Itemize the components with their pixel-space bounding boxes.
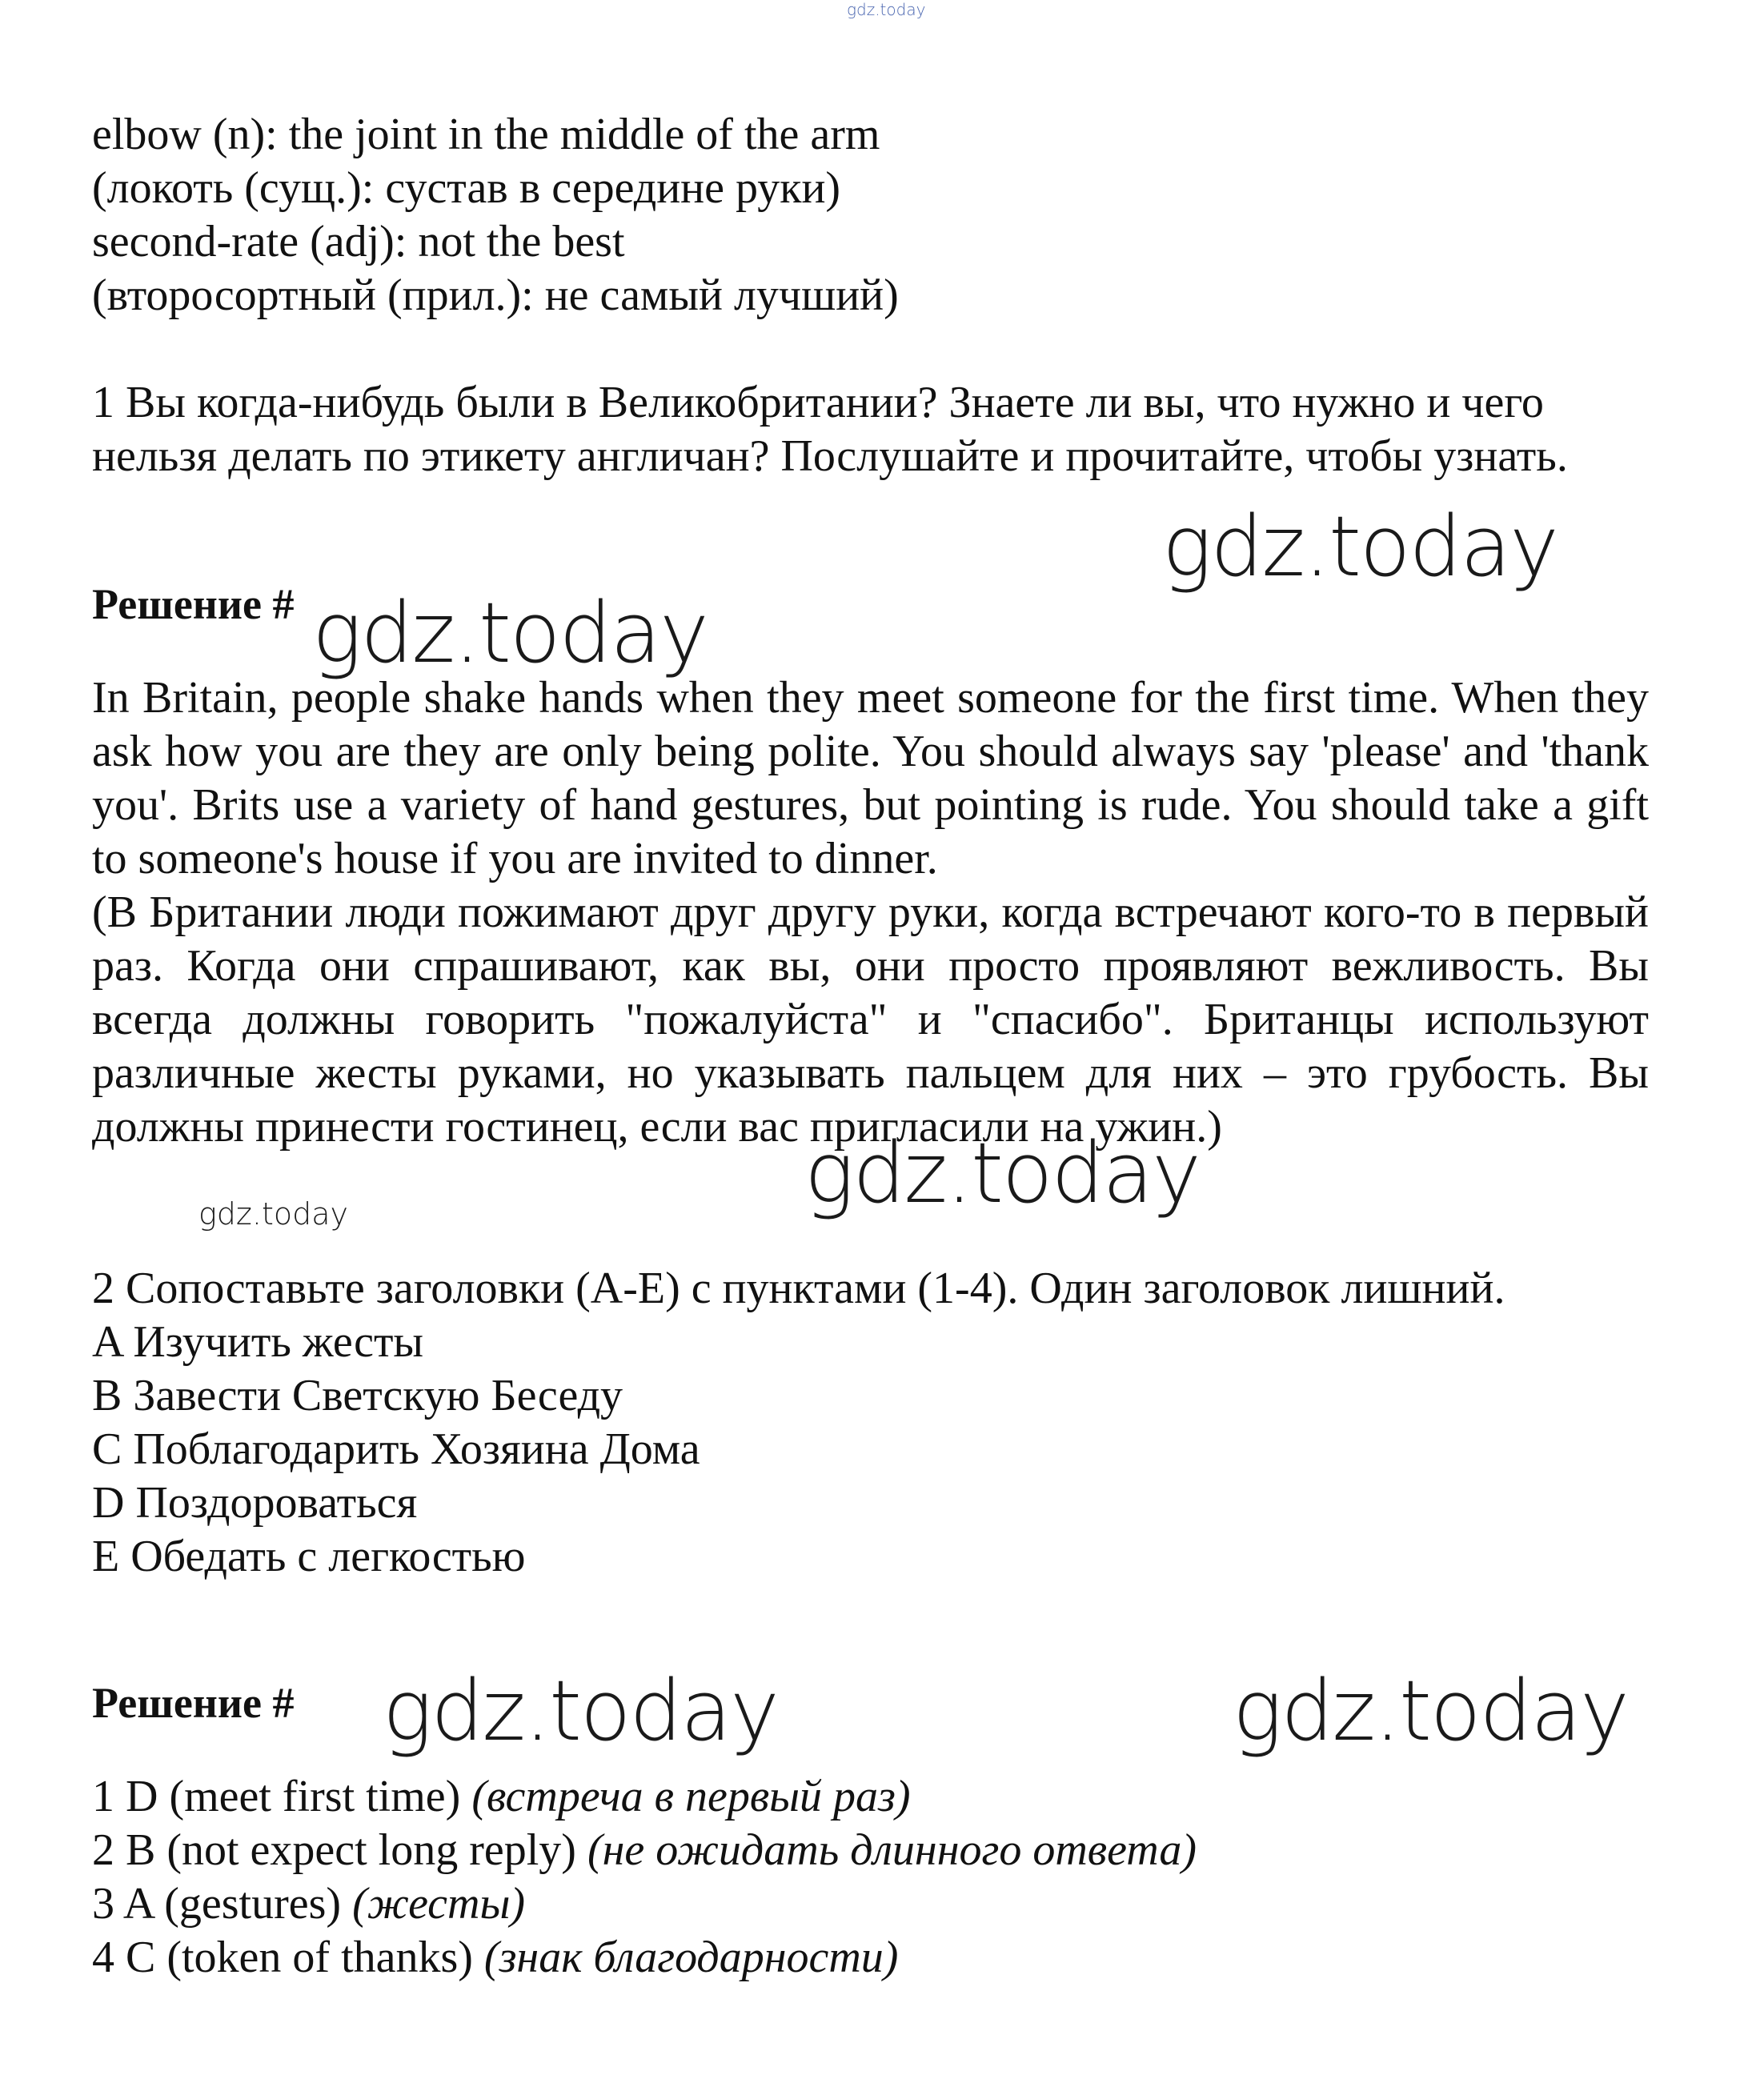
vocab-line: (локоть (сущ.): сустав в середине руки) <box>92 163 841 213</box>
answer-russian: (В Британии люди пожимают друг другу руки, когда встречают кого-то в первый раз. Когда они спрашивают, как вы, они просто проявляют вежливость. Вы всегда должны говорить "пожалуйста" и "спасибо". Британцы используют различные жесты руками, но указывать пальцем для них – это грубость. Вы должны принести гостинец, если вас пригласили на ужин.) <box>92 887 1649 1152</box>
task2-question: 2 Сопоставьте заголовки (A-E) с пунктами (1-4). Один заголовок лишний. <box>92 1264 1505 1313</box>
answer-line <box>92 1824 1197 1877</box>
watermark: gdz.today <box>1233 1662 1628 1760</box>
watermark: gdz.today <box>1162 498 1558 595</box>
answer-line <box>92 1931 898 1985</box>
vocab-line: elbow (n): the joint in the middle of the arm <box>92 110 880 159</box>
vocab-line: (второсортный (прил.): не самый лучший) <box>92 270 899 320</box>
watermark-header: gdz.today <box>847 0 926 19</box>
solution-label: Решение # <box>92 1679 295 1727</box>
heading-option: B Завести Светскую Беседу <box>92 1371 623 1420</box>
heading-option: C Поблагодарить Хозяина Дома <box>92 1424 700 1474</box>
answer-text: 1 D (meet first time) <box>92 1772 461 1821</box>
heading-option: E Обедать с легкостью <box>92 1532 526 1581</box>
solution-label: Решение # <box>92 580 295 628</box>
vocab-line: second-rate (adj): not the best <box>92 217 625 266</box>
answer-translation: (жесты) <box>352 1879 526 1929</box>
task1-question-line: 1 Вы когда-нибудь были в Великобритании? Знаете ли вы, что нужно и чего <box>92 378 1544 427</box>
answer-text: 4 C (token of thanks) <box>92 1933 473 1982</box>
watermark: gdz.today <box>383 1662 778 1760</box>
answer-english: In Britain, people shake hands when they meet someone for the first time. When they ask how you are they are only being polite. You should always say 'please' and 'thank you'. Brits use a variety of hand gestures, but pointing is rude. You should take a gift to someone's house if you are invited to dinner. <box>92 673 1649 883</box>
answer-line <box>92 1770 911 1824</box>
answer-text: 2 B (not expect long reply) <box>92 1825 576 1875</box>
watermark: gdz.today <box>804 1124 1200 1222</box>
heading-option: A Изучить жесты <box>92 1317 424 1367</box>
task1-question-line: нельзя делать по этикету англичан? Послушайте и прочитайте, чтобы узнать. <box>92 431 1568 481</box>
answer-translation: (не ожидать длинного ответа) <box>587 1825 1197 1875</box>
task1-answer <box>92 671 1649 1154</box>
answer-translation: (встреча в первый раз) <box>471 1772 911 1821</box>
answer-line <box>92 1877 525 1931</box>
answer-text: 3 A (gestures) <box>92 1879 342 1929</box>
watermark-small: gdz.today <box>198 1196 348 1232</box>
heading-option: D Поздороваться <box>92 1478 418 1528</box>
watermark: gdz.today <box>312 584 708 682</box>
answer-translation: (знак благодарности) <box>483 1933 899 1982</box>
